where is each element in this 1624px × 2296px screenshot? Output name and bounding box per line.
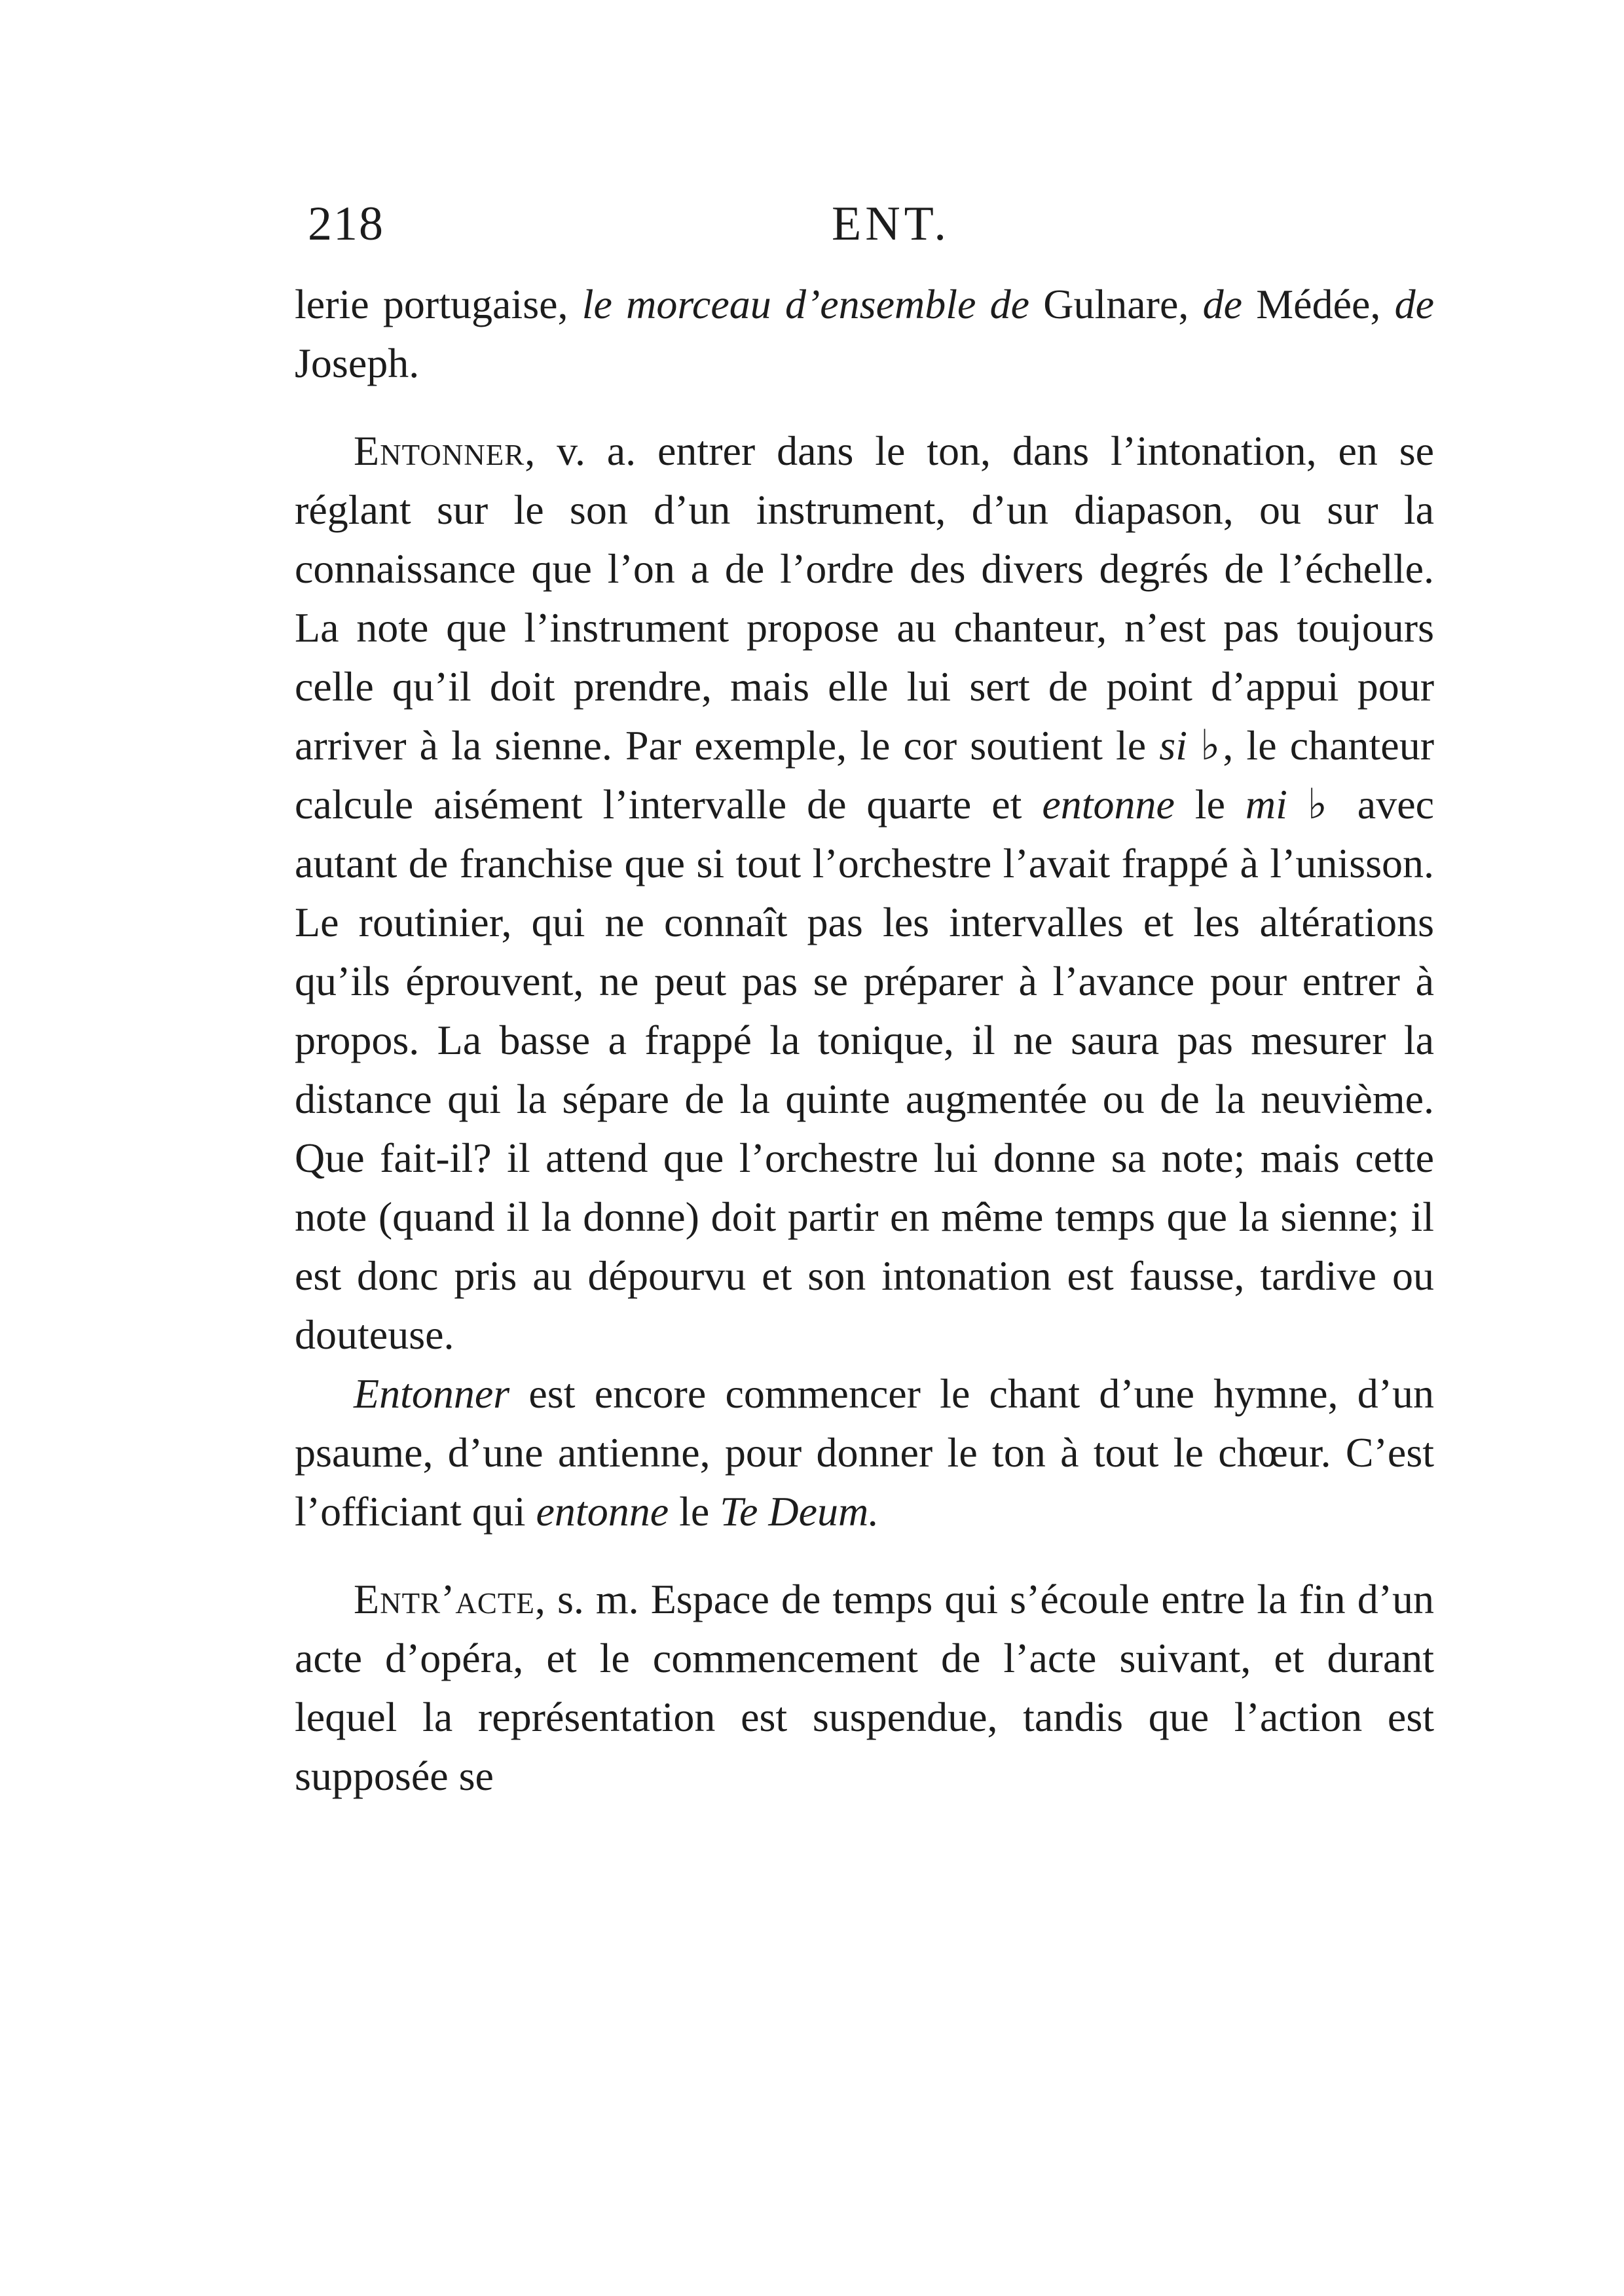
entry-headword: Entonner [354, 428, 525, 474]
text-run: est encore commencer le chant d’une hymne, d’un psaume, d’une antienne, pour donner le ton à tout le chœur. C’est l’officiant qui [295, 1370, 1434, 1535]
text-run: , v. a. entrer dans le ton, dans l’intonation, en se réglant sur le son d’un instrument, d’un diapason, ou sur la connaissance que l’on a de l’ordre des divers degrés de l’échelle. La note que l’instrument propose au chanteur, n’est pas toujours celle qu’il doit prendre, mais elle lui sert de point d’appui pour arriver à la sienne. Par exemple, le cor soutient le [295, 428, 1434, 769]
text-run: lerie portugaise, [295, 281, 582, 327]
text-run: Médée, [1242, 281, 1395, 327]
entry-entracte [295, 1570, 1434, 1806]
italic-run: entonne [536, 1488, 669, 1535]
entry-headword: Entonner [354, 1370, 510, 1417]
italic-run: de [1202, 281, 1243, 327]
text-run: Gulnare, [1029, 281, 1203, 327]
italic-run: de [1394, 281, 1435, 327]
text-run: ♭ avec autant de franchise que si tout l’orchestre l’avait frappé à l’unisson. Le routinier, qui ne connaît pas les intervalles et les altérations qu’ils éprouvent, ne peut pas se préparer à l’avance pour entrer à propos. La basse a frappé la tonique, il ne saura pas mesurer la distance qui la sépare de la quinte augmentée ou de la neuvième. Que fait-il? il attend que l’orchestre lui donne sa note; mais cette note (quand il la donne) doit partir en même temps que la sienne; il est donc pris au dépourvu et son intonation est fausse, tardive ou douteuse. [295, 781, 1435, 1358]
text-run: Joseph. [295, 340, 420, 386]
running-title: ENT. [832, 197, 950, 251]
entry-entonner [295, 422, 1434, 1364]
italic-run: si [1159, 722, 1187, 769]
italic-run: mi [1245, 781, 1287, 828]
text-run: , s. m. Espace de temps qui s’écoule entre la fin d’un acte d’opéra, et le commencement de l’acte suivant, et durant lequel la représentation est suspendue, tandis que l’action est supposée se [295, 1576, 1434, 1799]
text-run: le [669, 1488, 720, 1535]
paragraph-continuation [295, 275, 1434, 393]
italic-run: entonne [1042, 781, 1175, 828]
page-number: 218 [308, 197, 384, 251]
entry-entonner-second-sense [295, 1364, 1434, 1541]
body-text [295, 275, 1434, 1806]
text-run: ♭, le chanteur calcule aisément l’intervalle de quarte et [295, 722, 1435, 828]
italic-run: Te Deum. [720, 1488, 879, 1535]
italic-run: le morceau d’ensemble de [581, 281, 1030, 327]
text-run: le [1174, 781, 1246, 828]
entry-headword: Entr’acte [354, 1576, 535, 1622]
running-head [308, 196, 1447, 268]
